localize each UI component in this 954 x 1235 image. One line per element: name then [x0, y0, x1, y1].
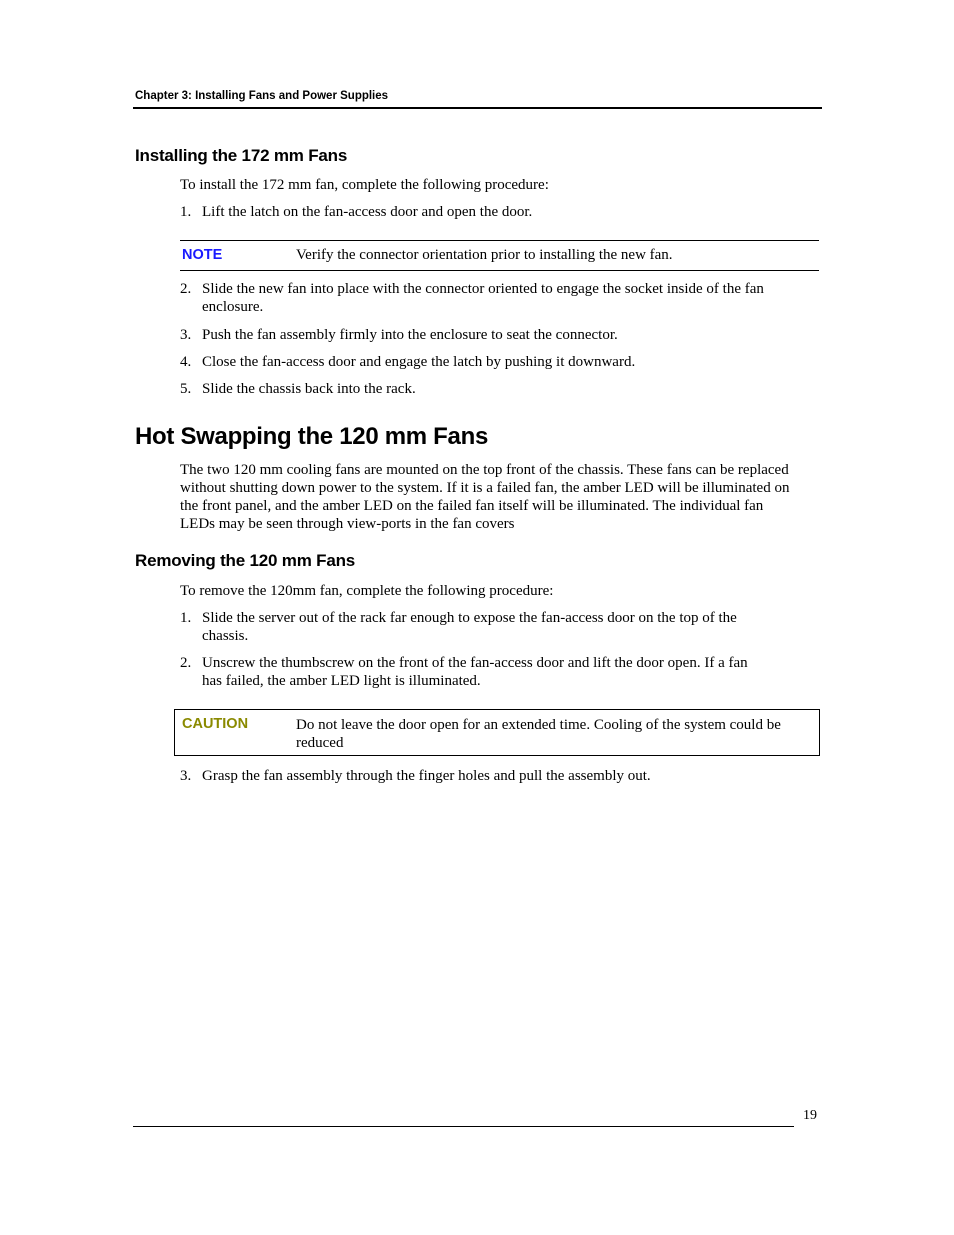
- hot-swap-paragraph: [180, 461, 820, 533]
- note-text: Verify the connector orientation prior to installing the new fan.: [296, 247, 673, 263]
- list-number: 2.: [180, 281, 192, 297]
- list-number: 4.: [180, 354, 192, 370]
- header-rule: [133, 107, 822, 109]
- install-172-intro: To install the 172 mm fan, complete the following procedure:: [180, 177, 549, 193]
- section-heading-remove-120: Removing the 120 mm Fans: [135, 551, 356, 570]
- paragraph-line: The two 120 mm cooling fans are mounted on the top front of the chassis. These fans can be replaced: [180, 462, 789, 478]
- list-number: 3.: [180, 327, 192, 343]
- caution-text-line: Do not leave the door open for an extended time. Cooling of the system could be: [296, 717, 781, 733]
- list-text-line: Slide the server out of the rack far enough to expose the fan-access door on the top of the: [202, 610, 737, 626]
- list-number: 2.: [180, 655, 192, 671]
- caution-label: CAUTION: [182, 716, 249, 732]
- list-text: Grasp the fan assembly through the finger holes and pull the assembly out.: [202, 768, 651, 784]
- remove-120-intro: To remove the 120mm fan, complete the following procedure:: [180, 583, 554, 599]
- list-text-line: has failed, the amber LED light is illuminated.: [202, 673, 481, 689]
- list-text: [202, 280, 800, 316]
- list-item: [180, 654, 800, 690]
- note-box: [180, 240, 819, 271]
- footer-rule: [133, 1126, 794, 1127]
- list-text: Slide the chassis back into the rack.: [202, 381, 416, 397]
- list-number: 1.: [180, 610, 192, 626]
- note-label: NOTE: [182, 247, 223, 263]
- list-item: [180, 609, 800, 645]
- paragraph-line: LEDs may be seen through view-ports in the fan covers: [180, 516, 515, 532]
- list-number: 1.: [180, 204, 192, 220]
- section-heading-hot-swap: Hot Swapping the 120 mm Fans: [135, 423, 488, 450]
- page-number: 19: [803, 1108, 817, 1123]
- section-heading-install-172: Installing the 172 mm Fans: [135, 146, 348, 165]
- caution-text: [296, 716, 811, 752]
- list-item: [180, 280, 800, 316]
- list-number: 5.: [180, 381, 192, 397]
- list-text: Close the fan-access door and engage the latch by pushing it downward.: [202, 354, 636, 370]
- list-text-line: Unscrew the thumbscrew on the front of the fan-access door and lift the door open. If a fan: [202, 655, 748, 671]
- list-text: Push the fan assembly firmly into the enclosure to seat the connector.: [202, 327, 618, 343]
- caution-text-line: reduced: [296, 735, 344, 751]
- list-text: [202, 609, 800, 645]
- list-text: [202, 654, 800, 690]
- list-text-line: enclosure.: [202, 299, 264, 315]
- list-number: 3.: [180, 768, 192, 784]
- list-text: Lift the latch on the fan-access door and open the door.: [202, 204, 533, 220]
- paragraph-line: without shutting down power to the system. If it is a failed fan, the amber LED will be illuminated on: [180, 480, 790, 496]
- list-text-line: Slide the new fan into place with the connector oriented to engage the socket inside of the fan: [202, 281, 764, 297]
- running-header: Chapter 3: Installing Fans and Power Supplies: [135, 90, 389, 102]
- caution-box: [174, 709, 820, 756]
- list-text-line: chassis.: [202, 628, 249, 644]
- paragraph-line: the front panel, and the amber LED on the failed fan itself will be illuminated. The individual fan: [180, 498, 764, 514]
